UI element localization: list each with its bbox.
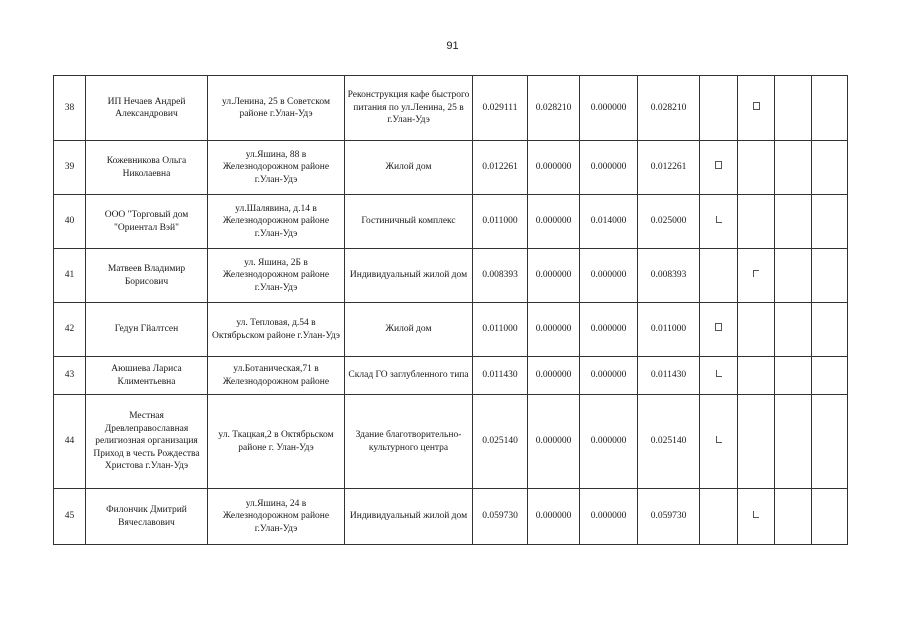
flag-cell-2 [738,195,775,249]
load-value-total: 0.059730 [638,489,700,545]
table-row [54,489,848,545]
flag-cell-2 [738,141,775,195]
load-value-2: 0.000000 [528,395,580,489]
load-value-total: 0.025140 [638,395,700,489]
object-name: Жилой дом [345,141,473,195]
flag-cell-3 [775,141,812,195]
load-value-total: 0.028210 [638,76,700,141]
row-number: 39 [54,141,86,195]
applicant-name: Кожевникова Ольга Николаевна [86,141,208,195]
load-value-2: 0.028210 [528,76,580,141]
flag-cell-2 [738,303,775,357]
row-number: 43 [54,357,86,395]
load-value-1: 0.025140 [473,395,528,489]
checkbox-mark-icon [716,370,722,377]
load-value-total: 0.012261 [638,141,700,195]
load-value-1: 0.029111 [473,76,528,141]
applicant-name: Гедун Гйалтсен [86,303,208,357]
load-value-total: 0.025000 [638,195,700,249]
object-name: Жилой дом [345,303,473,357]
applicant-name: Аюшиева Лариса Климентьевна [86,357,208,395]
flag-cell-4 [812,76,848,141]
applicant-name: Матвеев Владимир Борисович [86,249,208,303]
table-row [54,249,848,303]
load-value-3: 0.000000 [580,357,638,395]
load-value-2: 0.000000 [528,303,580,357]
load-value-total: 0.008393 [638,249,700,303]
row-number: 38 [54,76,86,141]
flag-cell-1 [700,249,738,303]
load-value-1: 0.008393 [473,249,528,303]
table-row [54,395,848,489]
applicant-name: ООО "Торговый дом "Ориентал Вэй" [86,195,208,249]
flag-cell-1 [700,357,738,395]
checkbox-mark-icon [716,436,722,443]
row-number: 40 [54,195,86,249]
load-value-3: 0.014000 [580,195,638,249]
flag-cell-1 [700,395,738,489]
flag-cell-2 [738,395,775,489]
checkbox-mark-icon [753,511,759,518]
row-number: 45 [54,489,86,545]
flag-cell-4 [812,395,848,489]
load-value-1: 0.012261 [473,141,528,195]
row-number: 44 [54,395,86,489]
table-row [54,357,848,395]
load-value-2: 0.000000 [528,489,580,545]
table-row [54,195,848,249]
flag-cell-4 [812,249,848,303]
load-value-3: 0.000000 [580,489,638,545]
flag-cell-3 [775,489,812,545]
flag-cell-4 [812,357,848,395]
object-name: Индивидуальный жилой дом [345,489,473,545]
object-address: ул.Ботаническая,71 в Железнодорожном районе [208,357,345,395]
flag-cell-2 [738,249,775,303]
object-address: ул. Яшина, 2Б в Железнодорожном районе г.Улан-Удэ [208,249,345,303]
object-address: ул.Шалявина, д.14 в Железнодорожном районе г.Улан-Удэ [208,195,345,249]
flag-cell-3 [775,249,812,303]
flag-cell-3 [775,357,812,395]
load-value-total: 0.011430 [638,357,700,395]
flag-cell-1 [700,76,738,141]
object-address: ул.Яшина, 88 в Железнодорожном районе г.Улан-Удэ [208,141,345,195]
connection-register-table [53,75,848,545]
object-name: Склад ГО заглубленного типа [345,357,473,395]
flag-cell-2 [738,357,775,395]
flag-cell-3 [775,395,812,489]
table-row [54,303,848,357]
object-name: Реконструкция кафе быстрого питания по ул.Ленина, 25 в г.Улан-Удэ [345,76,473,141]
flag-cell-1 [700,195,738,249]
flag-cell-4 [812,303,848,357]
checkbox-mark-icon [753,270,759,277]
flag-cell-1 [700,303,738,357]
load-value-1: 0.011000 [473,303,528,357]
checkbox-mark-icon [715,323,722,331]
flag-cell-1 [700,141,738,195]
table-row [54,141,848,195]
load-value-3: 0.000000 [580,303,638,357]
object-name: Гостиничный комплекс [345,195,473,249]
flag-cell-4 [812,195,848,249]
load-value-total: 0.011000 [638,303,700,357]
object-address: ул. Ткацкая,2 в Октябрьском районе г. Улан-Удэ [208,395,345,489]
checkbox-mark-icon [716,216,722,223]
flag-cell-2 [738,76,775,141]
load-value-3: 0.000000 [580,141,638,195]
object-name: Здание благотворительно-культурного центра [345,395,473,489]
flag-cell-1 [700,489,738,545]
load-value-3: 0.000000 [580,76,638,141]
applicant-name: Филончик Дмитрий Вячеславович [86,489,208,545]
load-value-2: 0.000000 [528,357,580,395]
load-value-3: 0.000000 [580,395,638,489]
table-row [54,76,848,141]
load-value-3: 0.000000 [580,249,638,303]
flag-cell-2 [738,489,775,545]
page-number: 91 [446,40,459,52]
flag-cell-4 [812,141,848,195]
object-address: ул.Яшина, 24 в Железнодорожном районе г.Улан-Удэ [208,489,345,545]
object-address: ул.Ленина, 25 в Советском районе г.Улан-Удэ [208,76,345,141]
flag-cell-3 [775,303,812,357]
load-value-2: 0.000000 [528,249,580,303]
load-value-2: 0.000000 [528,141,580,195]
load-value-2: 0.000000 [528,195,580,249]
flag-cell-4 [812,489,848,545]
checkbox-mark-icon [753,102,760,110]
flag-cell-3 [775,195,812,249]
applicant-name: Местная Древлеправославная религиозная организация Приход в честь Рождества Христова г.Улан-Удэ [86,395,208,489]
flag-cell-3 [775,76,812,141]
load-value-1: 0.011430 [473,357,528,395]
checkbox-mark-icon [715,161,722,169]
load-value-1: 0.011000 [473,195,528,249]
register-body [54,76,848,545]
object-address: ул. Тепловая, д.54 в Октябрьском районе г.Улан-Удэ [208,303,345,357]
load-value-1: 0.059730 [473,489,528,545]
row-number: 41 [54,249,86,303]
row-number: 42 [54,303,86,357]
applicant-name: ИП Нечаев Андрей Александрович [86,76,208,141]
object-name: Индивидуальный жилой дом [345,249,473,303]
